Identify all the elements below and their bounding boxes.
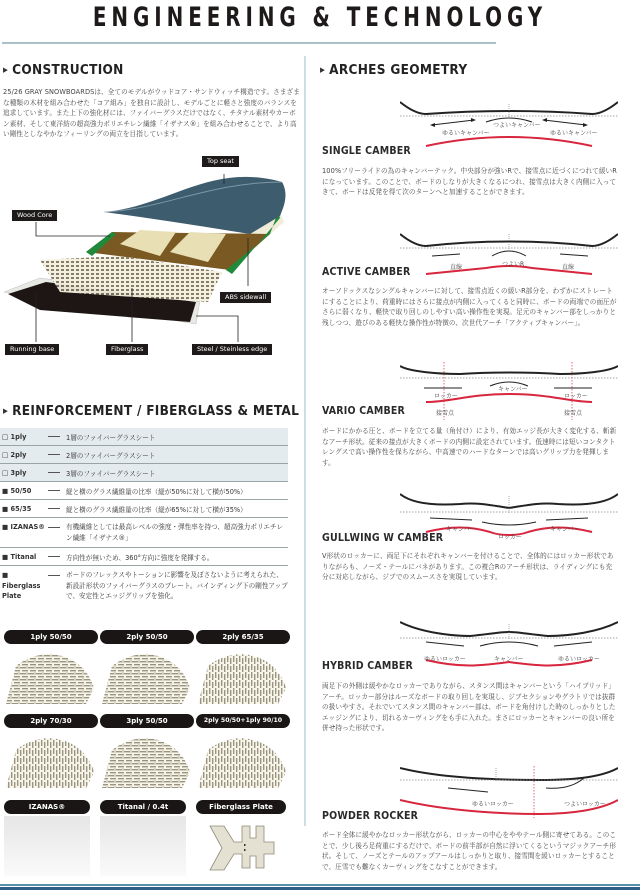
- arch-name: GULLWING W CAMBER: [322, 532, 444, 544]
- row-desc: ボードのフレックスやトーションに影響を及ぼさないように考えられた、新設計形状のファイバーグラスのプレート。バインディング下の剛性アップで、安定性とエッジグリップを強化。: [66, 571, 288, 600]
- row-desc: 有機繊維としては最高レベルの強度・弾性率を持つ、超高強力ポリエチレン繊維「イザナス®」: [66, 523, 284, 542]
- row-term: □ 2ply: [2, 450, 27, 459]
- arch-description: オーソドックスなシングルキャンバーに対して、接雪点近くの緩いR部分を、わずかにストレートにすることにより、荷重時にはさらに接点が内側に入ってくると同時に、ボードの両端での面圧がさらに弱くなり、軽快で取り回しのしやすい高い操作性を実現。足元のキャンバー部をしっかりと残しつつ、遊びのある軽快な操作性が特徴の、次世代アーチ「アクティブキャンバー」。: [322, 287, 617, 327]
- row-term: ■ Fiberglass Plate: [2, 571, 41, 600]
- table-row: [0, 518, 288, 548]
- arch-label: つよいR: [502, 261, 525, 268]
- construction-heading-text: CONSTRUCTION: [12, 62, 124, 78]
- reinforcement-heading: [3, 403, 299, 419]
- arches-heading-text: ARCHES GEOMETRY: [329, 62, 468, 78]
- arch-label: ロッカー: [564, 393, 588, 400]
- table-row: [0, 566, 288, 606]
- arch-label: ゆるいキャンバー: [550, 130, 598, 137]
- construction-diagram: [0, 152, 304, 356]
- weave-pattern-icon: [196, 648, 290, 704]
- arch-gullwing-w-camber-text: [318, 532, 630, 592]
- arch-label: ゆるいロッカー: [472, 801, 514, 808]
- label-top-seat: Top seat: [202, 156, 239, 167]
- label-running-base: Running base: [5, 344, 59, 355]
- footer-rule: [0, 884, 640, 886]
- label-steel-edge: Steel / Steinless edge: [192, 344, 272, 355]
- label-abs-sidewall: ABS sidewall: [220, 292, 271, 303]
- table-row: [0, 464, 288, 482]
- row-term: ■ IZANAS®: [2, 523, 45, 531]
- arch-active-camber-text: [318, 266, 630, 346]
- triangle-bullet-icon: ▶: [3, 407, 9, 415]
- row-desc: 1層のファイバーグラスシート: [66, 433, 156, 442]
- izanas-swatch: [4, 816, 90, 876]
- arch-description: 100%フリーライドの為のキャンバーテック。中央部分が強いRで、接雪点に近づくにつれて緩いRになっています。このことで、ボードのしなりが大きくなるにつれ、接雪点は大きく内側に入ってきて、ボードは反発を得て次のターンへと加速することができます。: [322, 167, 617, 197]
- material-sample-izanas: [4, 800, 90, 876]
- ply-sample: [100, 714, 194, 792]
- arch-name: VARIO CAMBER: [322, 405, 405, 417]
- ply-label: 3ply 50/50: [100, 714, 194, 728]
- arch-label: 直線: [562, 264, 575, 271]
- arches-heading: [320, 62, 467, 78]
- ply-label: 1ply 50/50: [4, 630, 98, 644]
- ply-sample: [100, 630, 194, 708]
- arch-label: つよいキャンバー: [493, 122, 541, 129]
- arch-label: キャンバー: [494, 656, 524, 663]
- material-sample-titanal: [100, 800, 186, 876]
- arch-hybrid-camber-text: [318, 660, 630, 740]
- table-row: [0, 428, 288, 446]
- arch-single-camber-text: [318, 145, 630, 205]
- arch-powder-rocker: [318, 766, 630, 816]
- row-desc: 縦と横のグラス繊維量の比率（縦が50%に対して横が50%）: [66, 487, 247, 496]
- arch-description: V形状のロッカーに、両足下にそれぞれキャンバーを付けることで、全体的にはロッカー形状でありながらも、ノーズ・テールにバネがあります。この複合Rのアーチ形状は、ライディングにも充分に対応しながら、ジブでのスムースさを実現しています。: [322, 552, 614, 582]
- title-divider: [2, 42, 496, 44]
- fiberglass-plate-shape-icon: [196, 816, 286, 876]
- ply-sample: [196, 630, 290, 708]
- arch-vario-camber-text: [318, 405, 630, 465]
- row-desc: 方向性が無いため、360°方向に強度を発揮する。: [66, 553, 214, 562]
- titanal-swatch: [100, 816, 186, 876]
- ply-label: 2ply 70/30: [4, 714, 98, 728]
- row-desc: 縦と横のグラス繊維量の比率（縦が65%に対して横が35%）: [66, 505, 247, 514]
- arch-label: キャンバー: [550, 526, 580, 533]
- arch-label: キャンバー: [498, 386, 528, 393]
- ply-sample: [4, 630, 98, 708]
- board-layers-illustration: [0, 152, 304, 356]
- arch-label: つよいロッカー: [564, 801, 606, 808]
- arch-powder-rocker-text: [318, 810, 630, 880]
- construction-description: 25/26 GRAY SNOWBOARDSは、全てのモデルがウッドコア・サンドウィッチ構造です。さまざまな種類の木材を組み合わせた「コア組み」を独自に設計し、モデルごとに軽さと強度のバランスを追求しています。また上下の強化材には、ファイバーグラスだけではなく、チタナル素材やカーボン素材、そして東洋紡の超高強力ポリエチレン繊維「イザナス®」を組み合わせることで、より高い剛性としなやかなフィーリングの両立を目指しています。: [3, 88, 300, 139]
- table-row: [0, 446, 288, 464]
- arch-label: 接雪点: [436, 410, 455, 417]
- table-row: [0, 548, 288, 566]
- arch-label: 接雪点: [564, 410, 583, 417]
- material-label: Titanal / 0.4t: [100, 800, 186, 814]
- page-title: ENGINEERING & TECHNOLOGY: [92, 2, 548, 33]
- table-row: [0, 482, 288, 500]
- row-term: ■ 65/35: [2, 504, 32, 513]
- weave-pattern-icon: [4, 732, 98, 788]
- ply-label: 2ply 50/50: [100, 630, 194, 644]
- row-term: ■ 50/50: [2, 486, 32, 495]
- triangle-bullet-icon: ▶: [320, 66, 326, 74]
- arch-description: 両足下の外側は緩やかなロッカーでありながら、スタンス間はキャンバーという「ハイブリッド」アーチ。ロッカー部分はルーズなボードの取り回しを実現し、ジブセクションやグラトリでは抜群の扱いやすさ。それでいてスタンス間のキャンバー部は、ボードを角付けした時のしっかりとしたエッジングにより、切れるカーヴィングをも手に入れた。まさにロッカーとキャンバーの良い所を併せ持った形状です。: [322, 682, 616, 733]
- weave-pattern-icon: [100, 648, 194, 704]
- row-term: ■ Titanal: [2, 552, 37, 561]
- label-fiberglass: Fiberglass: [106, 344, 148, 355]
- weave-pattern-icon: [100, 732, 194, 788]
- ply-label: 2ply 65/35: [196, 630, 290, 644]
- row-term: □ 1ply: [2, 432, 27, 441]
- weave-pattern-icon: [196, 732, 290, 788]
- arch-name: HYBRID CAMBER: [322, 660, 414, 672]
- triangle-bullet-icon: ▶: [3, 66, 9, 74]
- arch-label: 直線: [450, 264, 463, 271]
- reinforcement-heading-text: REINFORCEMENT / FIBERGLASS & METAL: [12, 403, 300, 419]
- weave-pattern-icon: [4, 648, 98, 704]
- arch-name: SINGLE CAMBER: [322, 145, 411, 157]
- arch-label: ゆるいキャンバー: [442, 130, 490, 137]
- material-label: IZANAS®: [4, 800, 90, 814]
- arch-label: ロッカー: [498, 534, 522, 541]
- table-row: [0, 500, 288, 518]
- material-sample-fiberglass-plate: [196, 800, 286, 880]
- arch-name: POWDER ROCKER: [322, 810, 419, 822]
- row-desc: 3層のファイバーグラスシート: [66, 469, 156, 478]
- arch-label: ゆるいロッカー: [424, 656, 466, 663]
- label-wood-core: Wood Core: [12, 210, 57, 221]
- material-label: Fiberglass Plate: [196, 800, 286, 814]
- construction-heading: [3, 62, 124, 78]
- row-term: □ 3ply: [2, 468, 27, 477]
- arch-name: ACTIVE CAMBER: [322, 266, 411, 278]
- arch-label: キャンバー: [446, 526, 476, 533]
- arch-description: ボードにかかる圧と、ボードを立てる量（角付け）により、有効エッジ長が大きく変化する、斬新なアーチ形状。従来の接点が大きくボードの内側に設定されています。低速時には短いコンタクトレングスで高い操作性を保ちながら、中高速でのハードなターンでは高いグリップ力を発揮します。: [322, 427, 617, 467]
- arch-description: ボード全体に緩やかなロッカー形状ながら、ロッカーの中心をややテール側に寄せてある。このことで、少し後ろ足荷重にするだけで、ボードの前半部が自然に浮いてくるというマジックアーチ形状。そして、ノーズとテールのアップアールはしっかりと取り、接雪間を緩いロッカーとすることで、圧雪でも難なくカーヴィングをこなすことができます。: [322, 831, 617, 871]
- ply-label: 2ply 50/50+1ply 90/10: [196, 714, 290, 728]
- ply-sample: [196, 714, 290, 792]
- row-desc: 2層のファイバーグラスシート: [66, 451, 156, 460]
- ply-sample: [4, 714, 98, 792]
- reinforcement-table: [0, 428, 288, 606]
- footer-rule-dark: [0, 887, 640, 890]
- arch-label: ゆるいロッカー: [558, 656, 600, 663]
- column-divider: [304, 56, 306, 826]
- arch-label: ロッカー: [434, 393, 458, 400]
